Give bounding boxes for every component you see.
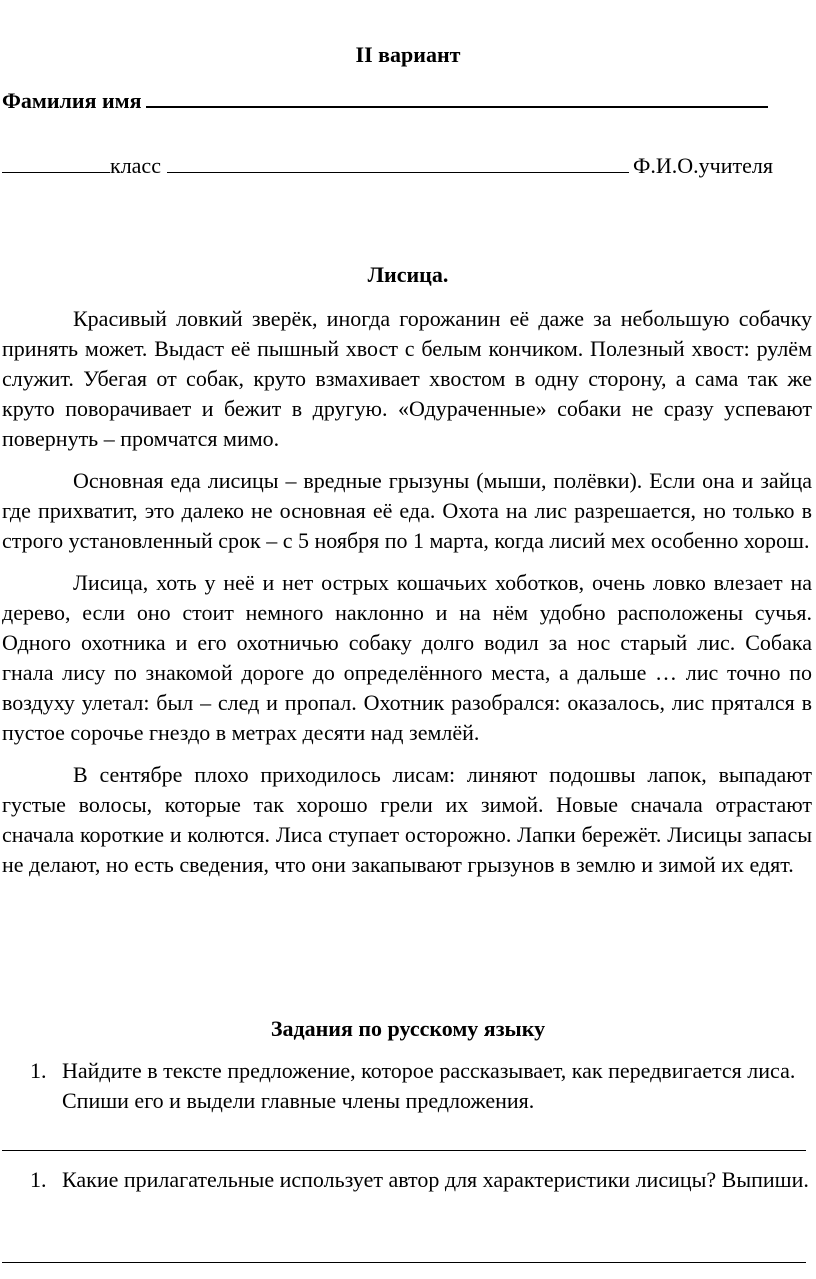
class-blank-line[interactable] [2, 152, 110, 173]
task-number: 1. [30, 1167, 47, 1192]
task-text: Найдите в тексте предложение, которое рассказывает, как передвигается лиса. Спиши его и выдели главные члены предложения. [62, 1058, 796, 1113]
answer-line[interactable] [2, 1150, 806, 1151]
teacher-label: Ф.И.О.учителя [632, 153, 773, 178]
task-item [0, 1165, 810, 1195]
tasks-title: Задания по русскому языку [270, 1016, 546, 1041]
task-number: 1. [30, 1058, 47, 1083]
variant-heading: II вариант [355, 42, 461, 67]
task-text: Какие прилагательные использует автор для характеристики лисицы? Выпиши. [62, 1167, 809, 1192]
answer-line[interactable] [2, 1262, 806, 1263]
story-paragraph: Основная еда лисицы – вредные грызуны (мыши, полёвки). Если она и зайца где прихватит, это далеко не основная её еда. Охота на лис разрешается, но только в строго установленный срок – с 5 ноября по 1 марта, когда лисий мех особенно хорош. [2, 468, 812, 553]
name-row [2, 86, 768, 114]
class-label: класс [110, 153, 161, 178]
story-paragraph: В сентябре плохо приходилось лисам: линяют подошвы лапок, выпадают густые волосы, которые так хорошо грели их зимой. Новые сначала отрастают сначала короткие и колются. Лиса ступает осторожно. Лапки бережёт. Лисицы запасы не делают, но есть сведения, что они закапывают грызунов в землю и зимой их едят. [2, 762, 812, 877]
teacher-blank-line[interactable] [167, 152, 629, 173]
story-paragraph: Красивый ловкий зверёк, иногда горожанин её даже за небольшую собачку принять может. Выдаст её пышный хвост с белым кончиком. Полезный хвост: рулём служит. Убегая от собак, круто взмахивает хвостом в одну сторону, а сама так же круто поворачивает и бежит в другую. «Одураченные» собаки не сразу успевают повернуть – промчатся мимо. [2, 306, 812, 451]
story-paragraph: Лисица, хоть у неё и нет острых кошачьих хоботков, очень ловко влезает на дерево, если оно стоит немного наклонно и на нём удобно расположены сучья. Одного охотника и его охотничью собаку долго водил за нос старый лис. Собака гнала лису по знакомой дороге до определённого места, а дальше … лис точно по воздуху улетал: был – след и пропал. Охотник разобрался: оказалось, лис прятался в пустое сорочье гнездо в метрах десяти над землёй. [2, 570, 812, 745]
name-label: Фамилия имя [2, 88, 142, 113]
story-title: Лисица. [367, 262, 449, 287]
class-row [2, 152, 802, 179]
name-blank-line[interactable] [146, 86, 768, 108]
task-item [0, 1056, 810, 1116]
story-text [2, 304, 812, 892]
